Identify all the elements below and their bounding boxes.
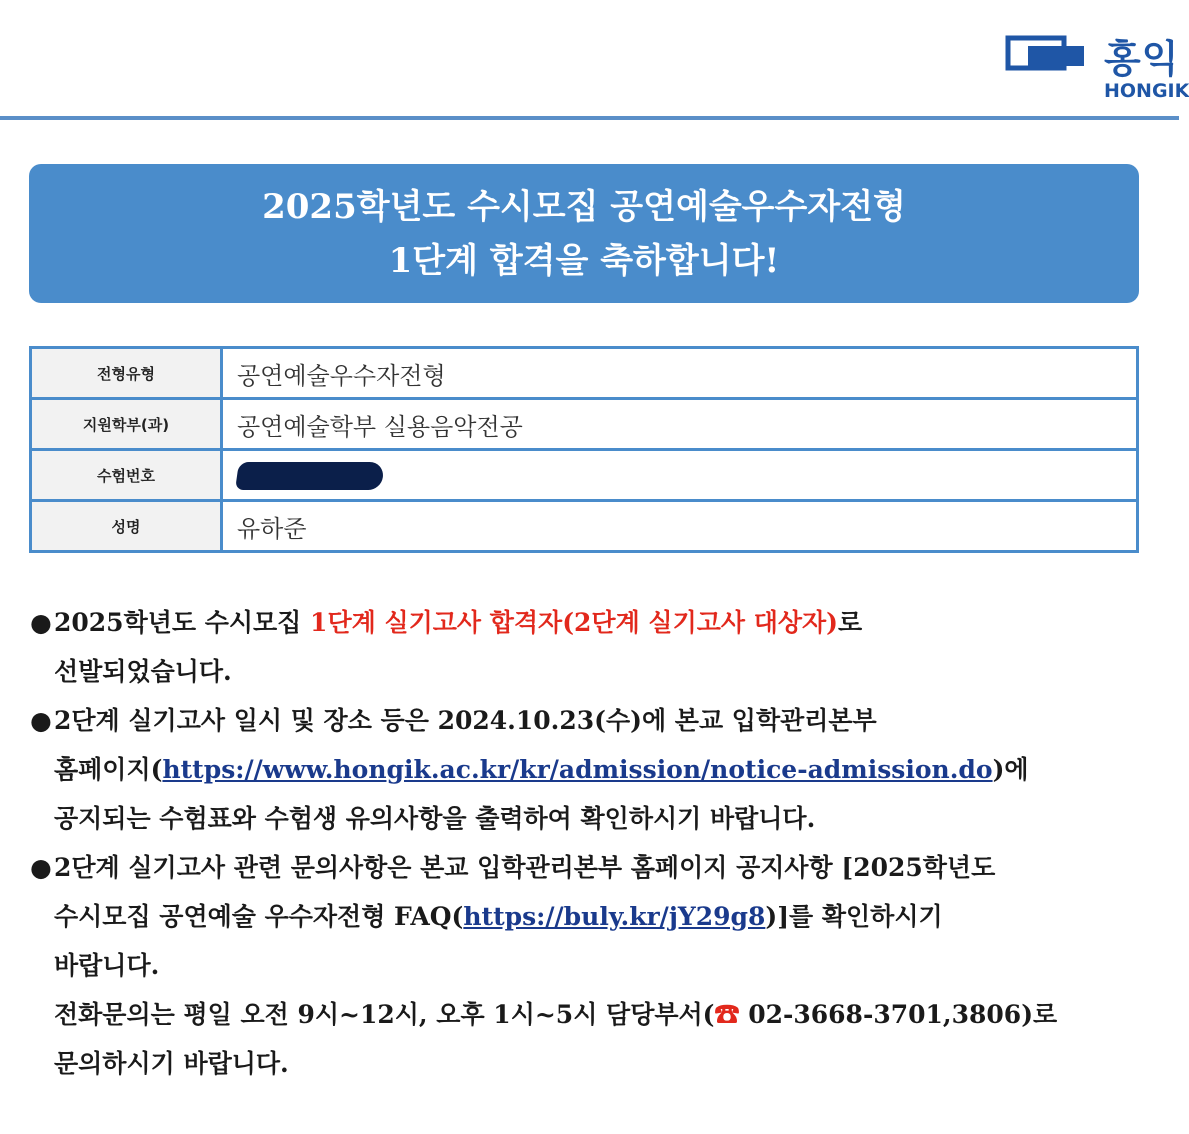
banner-title-line2: 1단계 합격을 축하합니다! — [388, 240, 780, 281]
exam-number-label: 수험번호 — [31, 450, 222, 501]
notice-line: 바랍니다. — [54, 951, 160, 980]
notice-line — [54, 990, 1150, 1039]
department-value: 공연예술학부 실용음악전공 — [222, 399, 1138, 450]
notice-text: 2025학년도 수시모집 — [54, 608, 311, 637]
applicant-info-table — [29, 346, 1139, 553]
admission-type-value: 공연예술우수자전형 — [222, 348, 1138, 399]
table-row — [31, 348, 1138, 399]
pass-highlight: 1단계 실기고사 합격자(2단계 실기고사 대상자) — [310, 608, 839, 637]
department-label: 지원학부(과) — [31, 399, 222, 450]
notice-text: 로 — [838, 608, 863, 637]
notice-line: 선발되었습니다. — [54, 657, 232, 686]
notice-item-result — [30, 598, 1150, 696]
notice-text: 홈페이지( — [54, 755, 163, 784]
bullet-icon: ● — [30, 608, 52, 637]
faq-link[interactable]: https://buly.kr/jY29g8 — [463, 902, 766, 931]
notice-line — [54, 745, 1150, 794]
admission-notice-link[interactable]: https://www.hongik.ac.kr/kr/admission/notice-admission.do — [162, 755, 993, 784]
header-divider — [0, 116, 1179, 120]
banner-title-line1: 2025학년도 수시모집 공연예술우수자전형 — [262, 186, 906, 227]
phone-number: 02-3668-3701,3806)로 — [739, 1000, 1058, 1029]
notice-item-inquiry — [30, 843, 1150, 1088]
hongik-logo-mark-icon — [1006, 34, 1086, 74]
notice-line — [54, 598, 1150, 647]
table-row — [31, 450, 1138, 501]
notice-text: )에 — [992, 755, 1029, 784]
admission-type-label: 전형유형 — [31, 348, 222, 399]
redaction-mark — [235, 462, 385, 490]
name-value: 유하준 — [222, 501, 1138, 552]
notice-line: 2단계 실기고사 일시 및 장소 등은 2024.10.23(수)에 본교 입학관리본부 — [54, 706, 877, 735]
notice-line: 공지되는 수험표와 수험생 유의사항을 출력하여 확인하시기 바랍니다. — [54, 804, 816, 833]
name-label: 성명 — [31, 501, 222, 552]
phone-icon: ☎ — [714, 1000, 740, 1029]
table-row — [31, 399, 1138, 450]
notice-line: 문의하시기 바랍니다. — [54, 1049, 289, 1078]
table-row — [31, 501, 1138, 552]
notice-line: 2단계 실기고사 관련 문의사항은 본교 입학관리본부 홈페이지 공지사항 [2025학년도 — [54, 853, 996, 882]
notice-list — [30, 598, 1150, 1088]
logo-english-text: HONGIK — [1104, 80, 1189, 102]
notice-item-schedule — [30, 696, 1150, 843]
bullet-icon: ● — [30, 853, 52, 882]
notice-text: )]를 확인하시기 — [765, 902, 943, 931]
notice-text: 수시모집 공연예술 우수자전형 FAQ( — [54, 902, 464, 931]
notice-text: 전화문의는 평일 오전 9시~12시, 오후 1시~5시 담당부서( — [54, 1000, 715, 1029]
exam-number-value — [222, 450, 1138, 501]
notice-line — [54, 892, 1150, 941]
logo-korean-text: 홍익 — [1104, 37, 1180, 81]
bullet-icon: ● — [30, 706, 52, 735]
hongik-logo — [1006, 30, 1189, 102]
congrats-banner — [29, 164, 1139, 303]
